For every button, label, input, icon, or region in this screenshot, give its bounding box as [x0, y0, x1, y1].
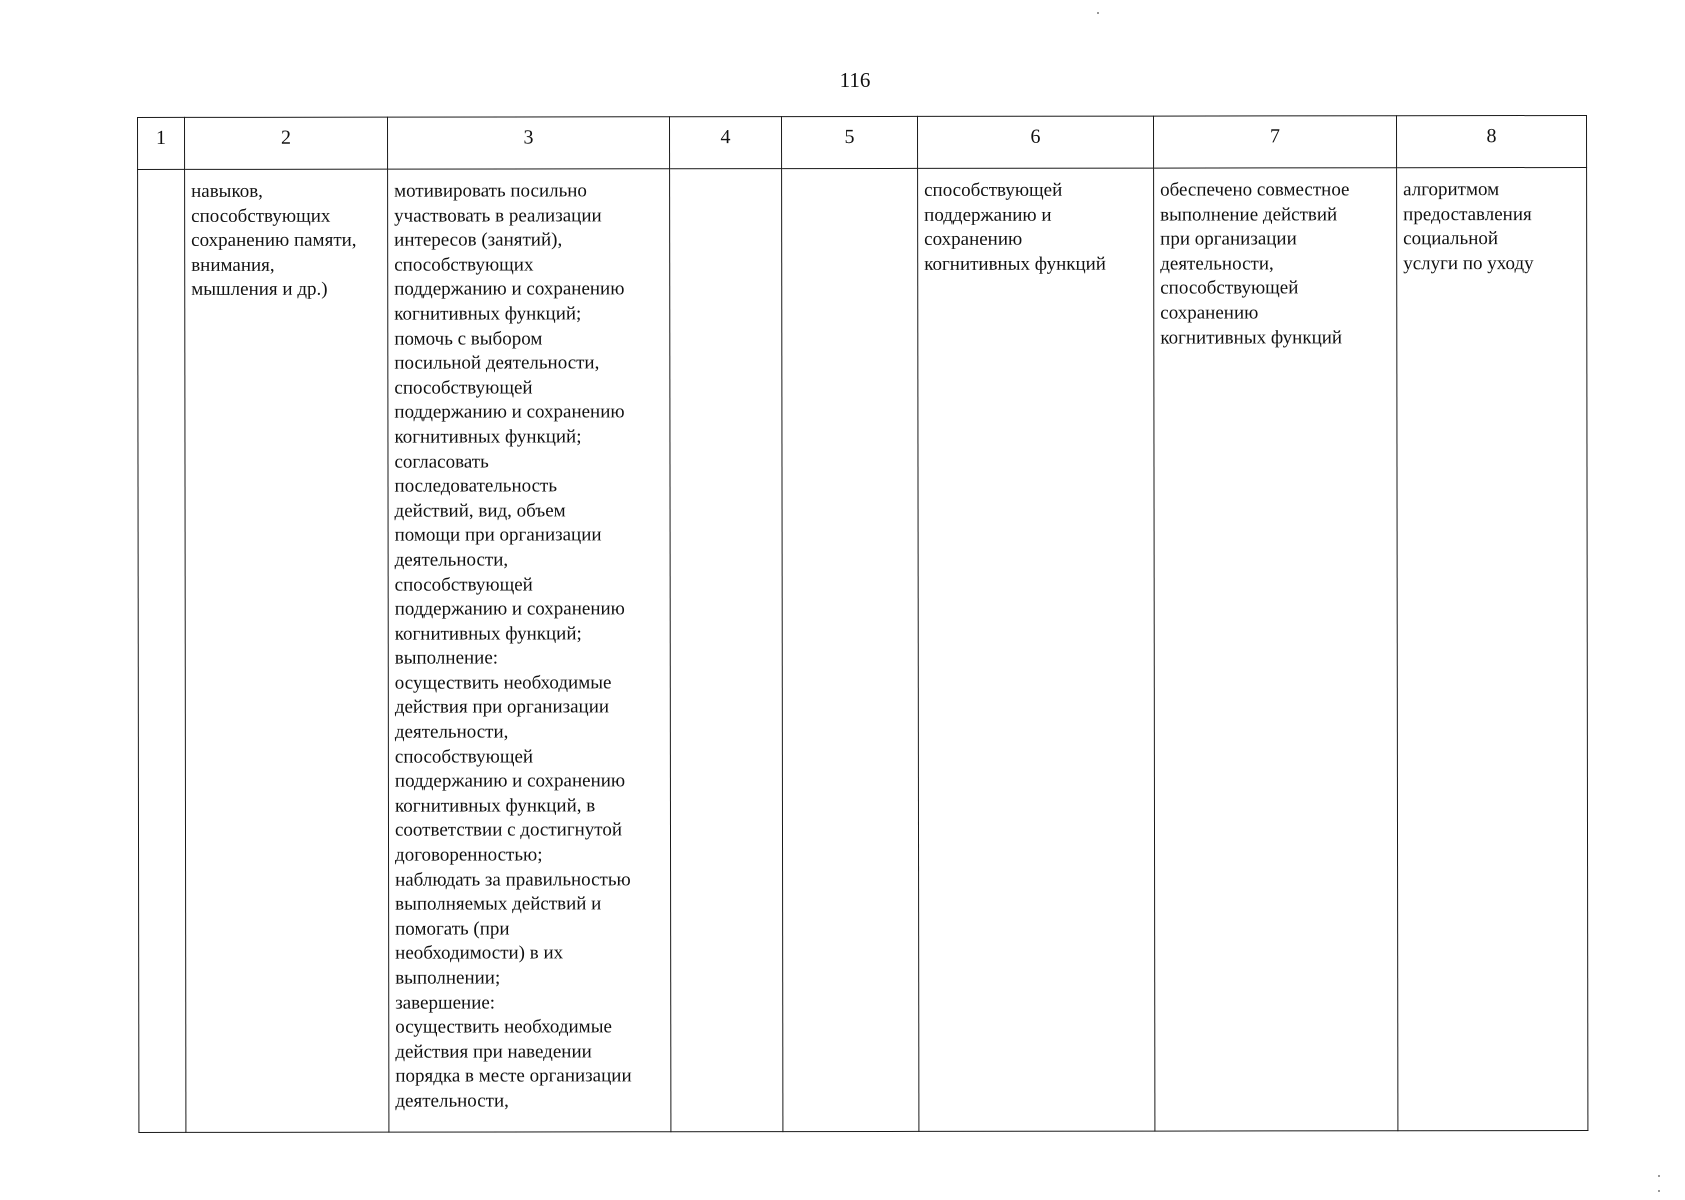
page-number: 116	[839, 68, 871, 92]
table-cell-col1	[138, 169, 186, 1132]
cell-text: алгоритмом предоставления социальной услуги по уходу	[1403, 179, 1534, 275]
table-cell-col3	[388, 169, 671, 1132]
table-row	[138, 167, 1588, 1132]
column-header-4: 4	[670, 117, 782, 169]
column-header-6: 6	[917, 116, 1153, 168]
column-header-3: 3	[388, 117, 670, 169]
table-cell-col7	[1154, 168, 1398, 1131]
cell-text: мотивировать посильно участвовать в реализации интересов (занятий), способствующих поддержанию и сохранению когнитивных функций; помочь с выбором посильной деятельности, способствующей поддержанию и сохранению когнитивных функций; согласовать последовательность действий, вид, объем помощи при организации деятельности, способствующей поддержанию и сохранению когнитивных функций; выполнение: осуществить необходимые действия при организации деятельности, способствующей поддержанию и сохранению когнитивных функций, в соответствии с достигнутой договоренностью; наблюдать за правильностью выполняемых действий и помогать (при необходимости) в их выполнении; завершение: осуществить необходимые действия при наведении порядка в месте организации деятельности,	[394, 180, 632, 1112]
column-header-2: 2	[185, 117, 388, 169]
scan-speck	[1097, 12, 1099, 14]
cell-text: обеспечено совместное выполнение действий при организации деятельности, способствующей сохранению когнитивных функций	[1160, 179, 1350, 349]
column-header-5: 5	[782, 116, 918, 168]
column-header-8: 8	[1396, 115, 1586, 167]
scan-speck	[1658, 1190, 1660, 1192]
table-cell-col5	[782, 168, 919, 1131]
table-cell-col2	[185, 169, 389, 1132]
column-header-7: 7	[1153, 116, 1396, 168]
table-cell-col8	[1397, 167, 1588, 1130]
table-cell-col6	[918, 168, 1155, 1131]
table-cell-col4	[670, 169, 783, 1132]
services-table	[137, 115, 1588, 1133]
cell-text: навыков, способствующих сохранению памяти, внимания, мышления и др.)	[191, 180, 357, 301]
header-row	[138, 115, 1587, 169]
cell-text: способствующей поддержанию и сохранению когнитивных функций	[924, 179, 1106, 275]
scan-speck	[1658, 1175, 1660, 1177]
column-header-1: 1	[138, 117, 185, 169]
